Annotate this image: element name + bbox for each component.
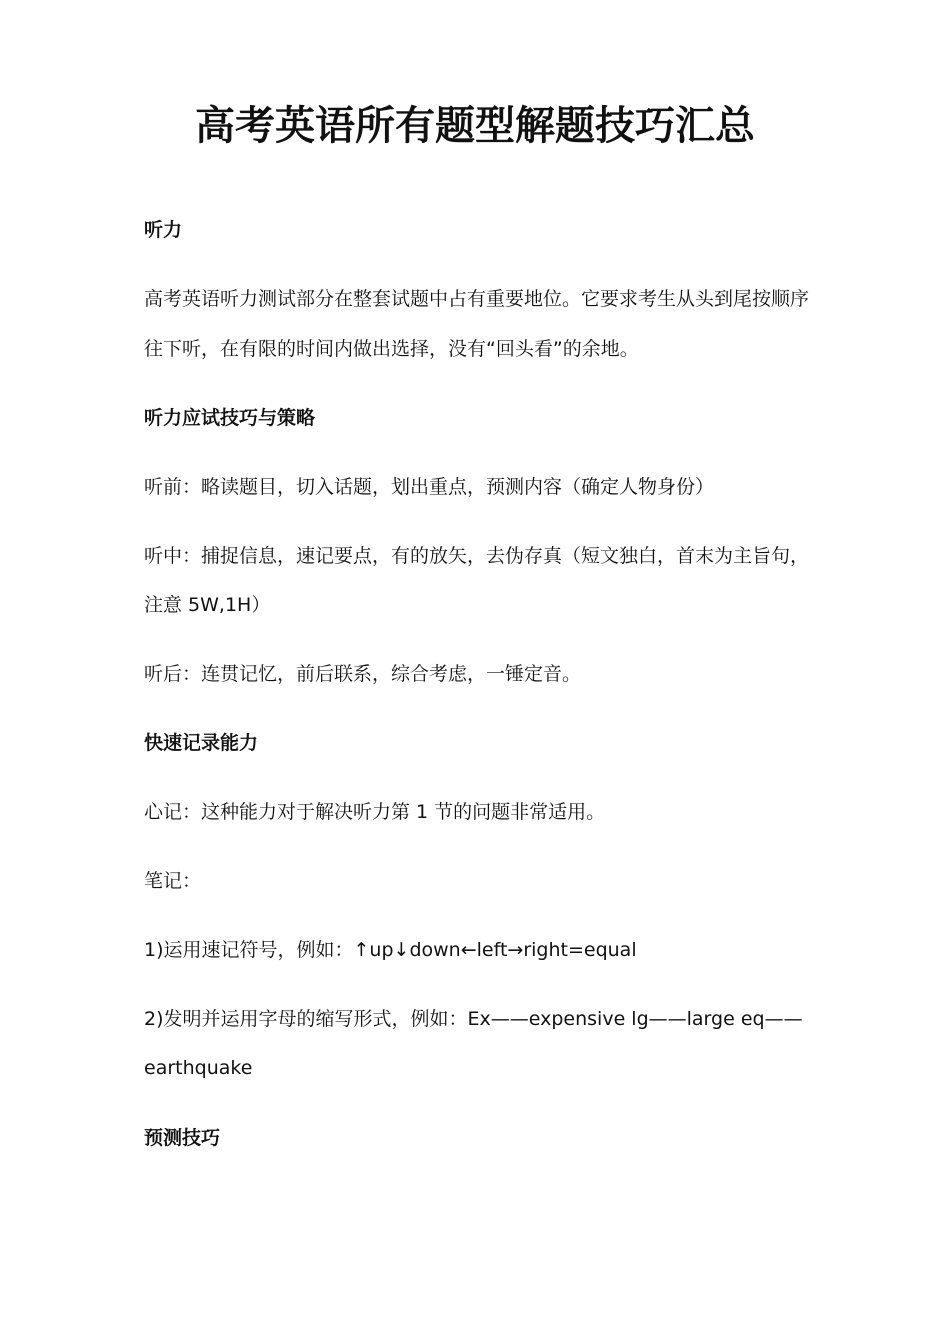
list-item-shorthand-symbols: 1)运用速记符号，例如：↑up↓down←left→right=equal	[144, 939, 637, 961]
heading-listening-strategies: 听力应试技巧与策略	[144, 407, 316, 429]
paragraph-during-listening-line-2: 注意 5W,1H）	[144, 594, 271, 616]
document-title: 高考英语所有题型解题技巧汇总	[195, 103, 755, 149]
heading-prediction-skills: 预测技巧	[144, 1127, 221, 1149]
paragraph-before-listening: 听前：略读题目，切入话题，划出重点，预测内容（确定人物身份）	[144, 476, 715, 498]
list-item-abbreviations-line-1: 2)发明并运用字母的缩写形式，例如：Ex——expensive lg——large eq——	[144, 1008, 803, 1030]
paragraph-intro-line-1: 高考英语听力测试部分在整套试题中占有重要地位。它要求考生从头到尾按顺序	[144, 288, 810, 310]
paragraph-notes-label: 笔记：	[144, 870, 202, 892]
paragraph-mental-memory: 心记：这种能力对于解决听力第 1 节的问题非常适用。	[144, 801, 606, 823]
paragraph-during-listening-line-1: 听中：捕捉信息，速记要点，有的放矢，去伪存真（短文独白，首末为主旨句，	[144, 545, 810, 567]
list-item-abbreviations-line-2: earthquake	[144, 1057, 253, 1079]
paragraph-intro-line-2: 往下听，在有限的时间内做出选择，没有“回头看”的余地。	[144, 338, 639, 360]
heading-quick-recording: 快速记录能力	[144, 732, 259, 754]
heading-listening: 听力	[144, 219, 183, 241]
paragraph-after-listening: 听后：连贯记忆，前后联系，综合考虑，一锤定音。	[144, 663, 582, 685]
